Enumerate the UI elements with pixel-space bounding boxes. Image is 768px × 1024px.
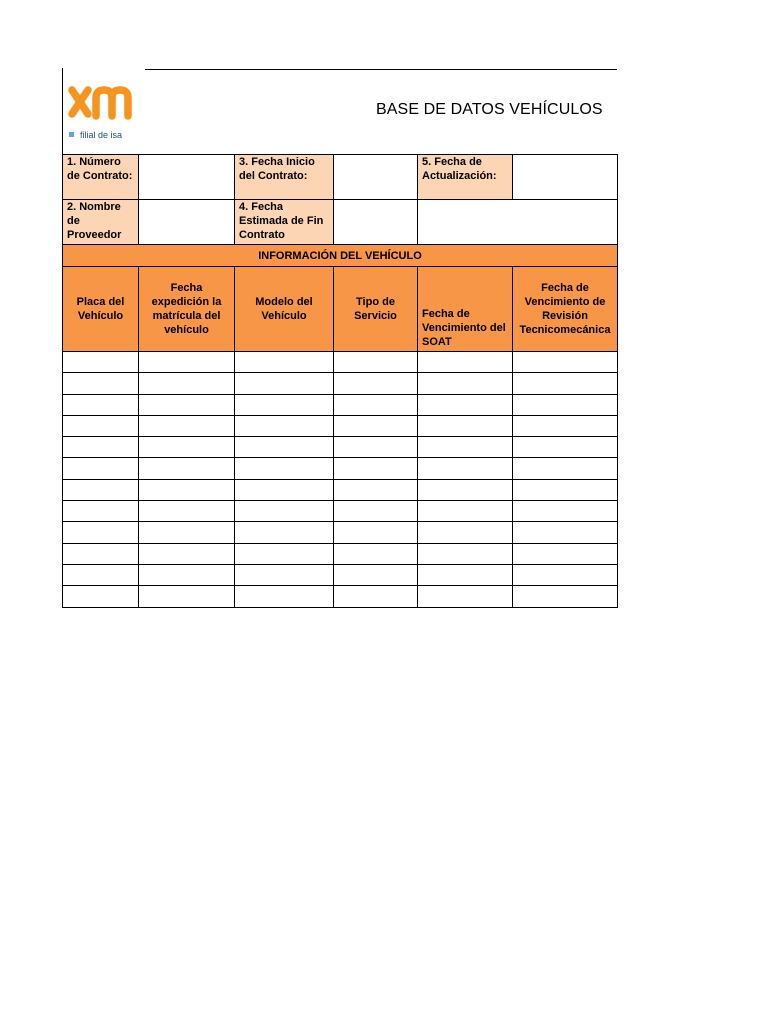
contract-number-field[interactable] <box>139 155 235 200</box>
update-date-field[interactable] <box>513 155 618 200</box>
table-cell[interactable] <box>418 522 513 543</box>
table-cell[interactable] <box>235 394 334 415</box>
contract-info-row-1 <box>63 155 618 200</box>
table-cell[interactable] <box>139 415 235 436</box>
table-cell[interactable] <box>334 479 418 500</box>
table-cell[interactable] <box>63 415 139 436</box>
section-header-row <box>63 245 618 267</box>
table-cell[interactable] <box>235 458 334 479</box>
table-cell[interactable] <box>235 564 334 585</box>
tagline-square-icon <box>69 132 74 137</box>
table-row <box>63 522 618 543</box>
table-cell[interactable] <box>63 501 139 522</box>
table-row <box>63 564 618 585</box>
table-cell[interactable] <box>513 522 618 543</box>
update-date-label: 5. Fecha de Actualización: <box>418 155 513 200</box>
table-cell[interactable] <box>139 501 235 522</box>
table-cell[interactable] <box>63 522 139 543</box>
table-cell[interactable] <box>139 458 235 479</box>
table-cell[interactable] <box>513 586 618 607</box>
table-cell[interactable] <box>418 437 513 458</box>
table-cell[interactable] <box>235 415 334 436</box>
table-row <box>63 437 618 458</box>
table-cell[interactable] <box>418 479 513 500</box>
left-rule <box>62 68 63 155</box>
contract-number-label: 1. Número de Contrato: <box>63 155 139 200</box>
table-cell[interactable] <box>418 415 513 436</box>
column-header-registration-date: Fecha expedición la matrícula del vehículo <box>139 267 235 352</box>
table-cell[interactable] <box>334 415 418 436</box>
table-cell[interactable] <box>139 586 235 607</box>
table-cell[interactable] <box>63 543 139 564</box>
table-cell[interactable] <box>418 352 513 373</box>
table-cell[interactable] <box>513 352 618 373</box>
top-rule <box>145 69 617 70</box>
table-cell[interactable] <box>334 501 418 522</box>
table-cell[interactable] <box>418 543 513 564</box>
table-cell[interactable] <box>334 437 418 458</box>
table-cell[interactable] <box>513 564 618 585</box>
table-cell[interactable] <box>418 564 513 585</box>
table-row <box>63 458 618 479</box>
section-title: INFORMACIÓN DEL VEHÍCULO <box>63 245 618 267</box>
table-cell[interactable] <box>139 543 235 564</box>
table-cell[interactable] <box>334 394 418 415</box>
table-cell[interactable] <box>334 543 418 564</box>
contract-start-label: 3. Fecha Inicio del Contrato: <box>235 155 334 200</box>
table-cell[interactable] <box>513 373 618 394</box>
contract-start-field[interactable] <box>334 155 418 200</box>
column-header-row <box>63 267 618 352</box>
contract-end-field[interactable] <box>334 200 418 245</box>
column-header-plate: Placa del Vehículo <box>63 267 139 352</box>
table-cell[interactable] <box>63 437 139 458</box>
table-cell[interactable] <box>63 479 139 500</box>
table-cell[interactable] <box>418 394 513 415</box>
column-header-soat-expiry: Fecha de Vencimiento del SOAT <box>418 267 513 352</box>
contract-end-label: 4. Fecha Estimada de Fin Contrato <box>235 200 334 245</box>
table-cell[interactable] <box>139 437 235 458</box>
table-cell[interactable] <box>513 479 618 500</box>
table-cell[interactable] <box>418 458 513 479</box>
table-cell[interactable] <box>235 437 334 458</box>
table-cell[interactable] <box>139 522 235 543</box>
table-cell[interactable] <box>235 586 334 607</box>
table-row <box>63 501 618 522</box>
table-cell[interactable] <box>513 458 618 479</box>
table-cell[interactable] <box>334 564 418 585</box>
table-row <box>63 479 618 500</box>
table-cell[interactable] <box>418 586 513 607</box>
table-cell[interactable] <box>418 373 513 394</box>
table-cell[interactable] <box>235 352 334 373</box>
table-cell[interactable] <box>235 479 334 500</box>
table-cell[interactable] <box>418 501 513 522</box>
table-row <box>63 586 618 607</box>
table-cell[interactable] <box>63 373 139 394</box>
table-row <box>63 543 618 564</box>
table-cell[interactable] <box>63 394 139 415</box>
table-cell[interactable] <box>235 501 334 522</box>
table-cell[interactable] <box>334 458 418 479</box>
supplier-name-field[interactable] <box>139 200 235 245</box>
column-header-model: Modelo del Vehículo <box>235 267 334 352</box>
table-cell[interactable] <box>513 415 618 436</box>
table-cell[interactable] <box>235 522 334 543</box>
table-row <box>63 373 618 394</box>
table-row <box>63 394 618 415</box>
table-cell[interactable] <box>334 352 418 373</box>
table-cell[interactable] <box>63 458 139 479</box>
table-cell[interactable] <box>139 564 235 585</box>
table-cell[interactable] <box>63 352 139 373</box>
logo-tagline-text: filial de isa <box>80 130 123 140</box>
table-cell[interactable] <box>513 543 618 564</box>
table-cell[interactable] <box>513 394 618 415</box>
xm-logo-icon <box>66 78 140 126</box>
document-title: BASE DE DATOS VEHÍCULOS <box>376 101 603 118</box>
table-body <box>63 352 618 608</box>
table-cell[interactable] <box>334 373 418 394</box>
contract-info-row-2 <box>63 200 618 245</box>
table-row <box>63 415 618 436</box>
extra-field[interactable] <box>418 200 618 245</box>
table-cell[interactable] <box>334 586 418 607</box>
table-row <box>63 352 618 373</box>
column-header-service-type: Tipo de Servicio <box>334 267 418 352</box>
table-cell[interactable] <box>139 352 235 373</box>
table-cell[interactable] <box>139 373 235 394</box>
table-cell[interactable] <box>334 522 418 543</box>
supplier-name-label: 2. Nombre de Proveedor <box>63 200 139 245</box>
vehicle-database-table <box>62 154 618 608</box>
table-cell[interactable] <box>63 564 139 585</box>
table-cell[interactable] <box>235 373 334 394</box>
table-cell[interactable] <box>63 586 139 607</box>
table-cell[interactable] <box>513 437 618 458</box>
table-cell[interactable] <box>139 479 235 500</box>
company-logo <box>66 78 146 144</box>
logo-tagline <box>69 130 122 140</box>
table-cell[interactable] <box>513 501 618 522</box>
column-header-inspection-expiry: Fecha de Vencimiento de Revisión Tecnicomecánica <box>513 267 618 352</box>
table-cell[interactable] <box>139 394 235 415</box>
table-cell[interactable] <box>235 543 334 564</box>
